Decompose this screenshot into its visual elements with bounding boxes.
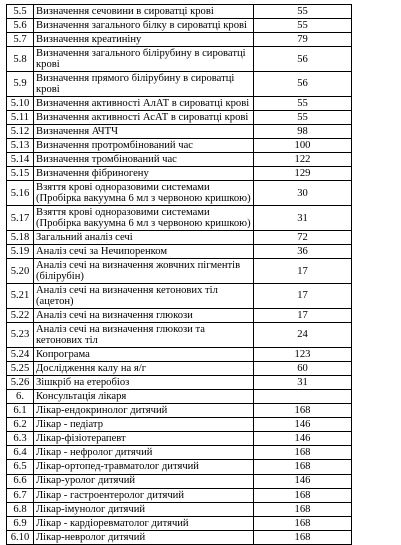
service-price: 122 <box>254 153 352 167</box>
table-row <box>7 516 352 530</box>
table-row <box>7 308 352 322</box>
table-row <box>7 259 352 284</box>
row-number: 5.22 <box>7 308 34 322</box>
service-name: Аналіз сечі на визначення жовчних пігментів (білірубін) <box>34 259 254 284</box>
service-price: 123 <box>254 347 352 361</box>
table-row <box>7 5 352 19</box>
row-number: 5.23 <box>7 322 34 347</box>
service-name: Дослідження калу на я/г <box>34 361 254 375</box>
service-price: 72 <box>254 231 352 245</box>
table-row <box>7 139 352 153</box>
row-number: 5.19 <box>7 245 34 259</box>
service-name: Лікар - нефролог дитячий <box>34 446 254 460</box>
table-row <box>7 110 352 124</box>
service-name: Лікар-ортопед-травматолог дитячий <box>34 460 254 474</box>
table-row <box>7 375 352 389</box>
row-number: 6.10 <box>7 530 34 544</box>
service-name: Аналіз сечі на визначення глюкози <box>34 308 254 322</box>
table-row <box>7 72 352 97</box>
service-price: 55 <box>254 19 352 33</box>
service-name: Взяття крові одноразовими системами (Пробірка вакуумна 6 мл з червоною кришкою) <box>34 206 254 231</box>
service-name: Взяття крові одноразовими системами (Пробірка вакуумна 6 мл з червоною кришкою) <box>34 181 254 206</box>
service-name: Лікар - кардіоревматолог дитячий <box>34 516 254 530</box>
row-number: 5.21 <box>7 284 34 309</box>
service-price: 56 <box>254 72 352 97</box>
row-number: 6.8 <box>7 502 34 516</box>
service-price: 168 <box>254 460 352 474</box>
table-row <box>7 404 352 418</box>
row-number: 5.18 <box>7 231 34 245</box>
row-number: 5.26 <box>7 375 34 389</box>
row-number: 5.14 <box>7 153 34 167</box>
service-name: Визначення активності АлАТ в сироватці крові <box>34 96 254 110</box>
service-name: Лікар - педіатр <box>34 418 254 432</box>
service-name: Визначення тромбінований час <box>34 153 254 167</box>
service-price: 24 <box>254 322 352 347</box>
row-number: 5.25 <box>7 361 34 375</box>
service-price: 17 <box>254 259 352 284</box>
service-price: 100 <box>254 139 352 153</box>
row-number: 6.1 <box>7 404 34 418</box>
table-row <box>7 19 352 33</box>
service-name: Загальний аналіз сечі <box>34 231 254 245</box>
section-title: Консультація лікаря <box>34 389 254 403</box>
price-table <box>6 4 352 545</box>
row-number: 5.15 <box>7 167 34 181</box>
service-price: 31 <box>254 375 352 389</box>
table-row <box>7 284 352 309</box>
table-row <box>7 474 352 488</box>
service-price: 146 <box>254 432 352 446</box>
table-row <box>7 181 352 206</box>
service-price: 55 <box>254 110 352 124</box>
section-number: 6. <box>7 389 34 403</box>
row-number: 6.4 <box>7 446 34 460</box>
row-number: 6.6 <box>7 474 34 488</box>
service-price: 36 <box>254 245 352 259</box>
section-heading-row <box>7 389 352 403</box>
row-number: 5.5 <box>7 5 34 19</box>
service-price: 55 <box>254 96 352 110</box>
service-price: 168 <box>254 530 352 544</box>
service-price: 17 <box>254 308 352 322</box>
service-price: 168 <box>254 488 352 502</box>
service-price: 55 <box>254 5 352 19</box>
service-price: 168 <box>254 404 352 418</box>
row-number: 5.13 <box>7 139 34 153</box>
service-name: Визначення фібриногену <box>34 167 254 181</box>
service-name: Визначення прямого білірубину в сироватці крові <box>34 72 254 97</box>
service-name: Визначення загального білку в сироватці крові <box>34 19 254 33</box>
row-number: 5.24 <box>7 347 34 361</box>
table-row <box>7 432 352 446</box>
row-number: 6.7 <box>7 488 34 502</box>
row-number: 5.16 <box>7 181 34 206</box>
service-name: Лікар-ендокринолог дитячий <box>34 404 254 418</box>
row-number: 6.3 <box>7 432 34 446</box>
table-row <box>7 361 352 375</box>
service-price: 56 <box>254 47 352 72</box>
table-body <box>7 5 352 545</box>
row-number: 5.8 <box>7 47 34 72</box>
service-name: Аналіз сечі на визначення глюкози та кетонових тіл <box>34 322 254 347</box>
service-name: Аналіз сечі за Нечипоренком <box>34 245 254 259</box>
table-row <box>7 530 352 544</box>
row-number: 5.10 <box>7 96 34 110</box>
row-number: 5.12 <box>7 125 34 139</box>
table-row <box>7 418 352 432</box>
service-name: Визначення сечовини в сироватці крові <box>34 5 254 19</box>
row-number: 6.9 <box>7 516 34 530</box>
table-row <box>7 96 352 110</box>
row-number: 6.5 <box>7 460 34 474</box>
service-price: 60 <box>254 361 352 375</box>
table-row <box>7 231 352 245</box>
service-name: Зішкріб на етеробіоз <box>34 375 254 389</box>
table-row <box>7 167 352 181</box>
service-price: 30 <box>254 181 352 206</box>
service-name: Лікар-невролог дитячий <box>34 530 254 544</box>
row-number: 5.7 <box>7 33 34 47</box>
row-number: 5.9 <box>7 72 34 97</box>
service-price: 146 <box>254 474 352 488</box>
table-row <box>7 47 352 72</box>
service-name: Визначення АЧТЧ <box>34 125 254 139</box>
service-price: 146 <box>254 418 352 432</box>
service-name: Лікар - гастроентеролог дитячий <box>34 488 254 502</box>
row-number: 6.2 <box>7 418 34 432</box>
table-row <box>7 488 352 502</box>
service-name: Аналіз сечі на визначення кетонових тіл (ацетон) <box>34 284 254 309</box>
service-name: Лікар-імунолог дитячий <box>34 502 254 516</box>
service-price: 17 <box>254 284 352 309</box>
row-number: 5.11 <box>7 110 34 124</box>
table-row <box>7 245 352 259</box>
service-name: Визначення активності АсАТ в сироватці крові <box>34 110 254 124</box>
row-number: 5.20 <box>7 259 34 284</box>
service-price: 168 <box>254 502 352 516</box>
row-number: 5.17 <box>7 206 34 231</box>
service-name: Лікар-уролог дитячий <box>34 474 254 488</box>
table-row <box>7 502 352 516</box>
service-price: 98 <box>254 125 352 139</box>
row-number: 5.6 <box>7 19 34 33</box>
service-name: Копрограма <box>34 347 254 361</box>
service-name: Визначення креатиніну <box>34 33 254 47</box>
table-row <box>7 153 352 167</box>
service-name: Визначення протромбінований час <box>34 139 254 153</box>
table-row <box>7 206 352 231</box>
service-price: 79 <box>254 33 352 47</box>
table-row <box>7 322 352 347</box>
table-row <box>7 460 352 474</box>
service-name: Визначення загального білірубину в сироватці крові <box>34 47 254 72</box>
service-name: Лікар-фізіотерапевт <box>34 432 254 446</box>
service-price <box>254 389 352 403</box>
table-row <box>7 125 352 139</box>
table-row <box>7 33 352 47</box>
service-price: 168 <box>254 516 352 530</box>
service-price: 129 <box>254 167 352 181</box>
service-price: 168 <box>254 446 352 460</box>
table-row <box>7 446 352 460</box>
service-price: 31 <box>254 206 352 231</box>
table-row <box>7 347 352 361</box>
